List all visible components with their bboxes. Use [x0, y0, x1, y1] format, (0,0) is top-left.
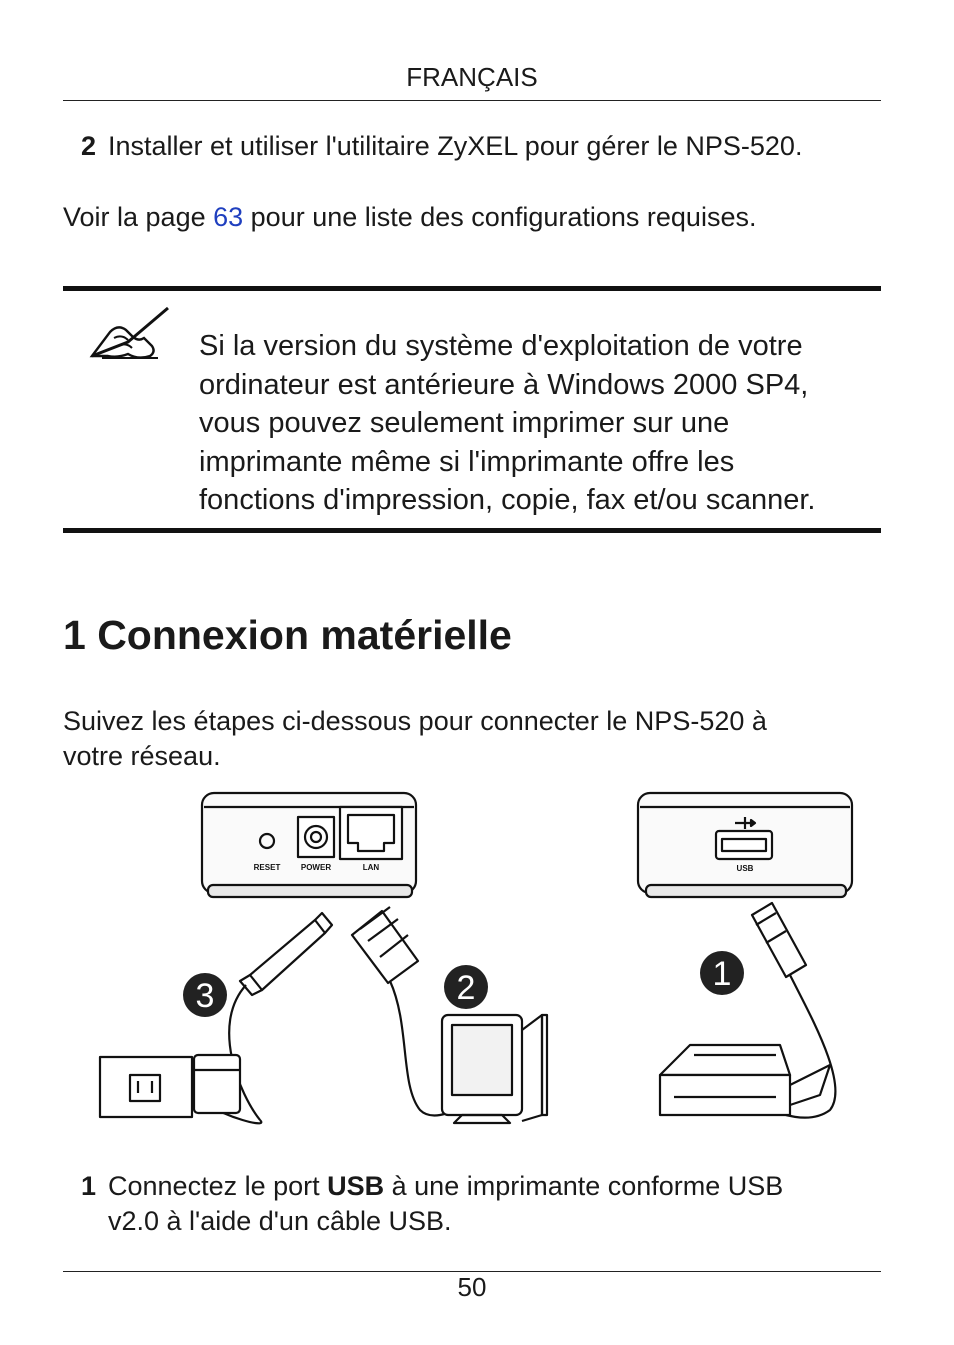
page-link[interactable]: 63	[213, 202, 244, 232]
section-title: 1 Connexion matérielle	[63, 612, 512, 658]
step-1	[81, 1169, 783, 1239]
step-text: Installer et utiliser l'utilitaire ZyXEL pour gérer le NPS-520.	[108, 131, 803, 161]
step-text-after: à une imprimante conforme USB	[384, 1171, 784, 1201]
lan-label: LAN	[362, 863, 380, 872]
note-line: fonctions d'impression, copie, fax et/ou scanner.	[199, 484, 816, 516]
printer	[660, 1045, 830, 1115]
reset-label: RESET	[253, 863, 281, 872]
section-intro	[63, 704, 767, 774]
step-text-line2: v2.0 à l'aide d'un câble USB.	[108, 1206, 452, 1236]
svg-text:3: 3	[195, 977, 215, 1015]
note-top-rule	[63, 286, 881, 291]
note-text	[199, 327, 889, 520]
power-label: POWER	[300, 863, 332, 872]
see-text-after: pour une liste des configurations requises.	[243, 202, 757, 232]
step-2	[81, 128, 802, 164]
intro-line: Suivez les étapes ci-dessous pour connecter le NPS-520 à	[63, 706, 767, 736]
intro-line: votre réseau.	[63, 741, 221, 771]
step-number: 1	[81, 1171, 97, 1201]
wall-outlet	[100, 1055, 240, 1117]
see-text-before: Voir la page	[63, 202, 214, 232]
svg-text:1: 1	[712, 955, 732, 993]
see-page-paragraph	[63, 199, 756, 235]
svg-text:2: 2	[456, 969, 476, 1007]
page-number: 50	[457, 1272, 487, 1302]
page-header-title: FRANÇAIS	[406, 62, 538, 92]
callout-3	[183, 973, 227, 1017]
usb-port-term: USB	[327, 1171, 385, 1201]
note-pencil-icon	[88, 302, 172, 362]
callout-2	[444, 965, 488, 1009]
note-line: imprimante même si l'imprimante offre les	[199, 445, 735, 478]
note-line: Si la version du système d'exploitation de votre	[199, 330, 803, 362]
note-line: ordinateur est antérieure à Windows 2000 SP4,	[199, 368, 809, 401]
callout-1	[700, 951, 744, 995]
note-line: vous pouvez seulement imprimer sur une	[199, 407, 730, 439]
device-back-panel	[202, 793, 416, 897]
note-bottom-rule	[63, 528, 881, 533]
step-text-before: Connectez le port	[108, 1171, 328, 1201]
usb-label: USB	[736, 864, 754, 873]
computer	[442, 1015, 547, 1123]
header-divider	[63, 100, 881, 101]
device-front-panel	[638, 793, 852, 897]
hardware-connection-illustration	[90, 785, 870, 1130]
step-number: 2	[81, 131, 97, 161]
